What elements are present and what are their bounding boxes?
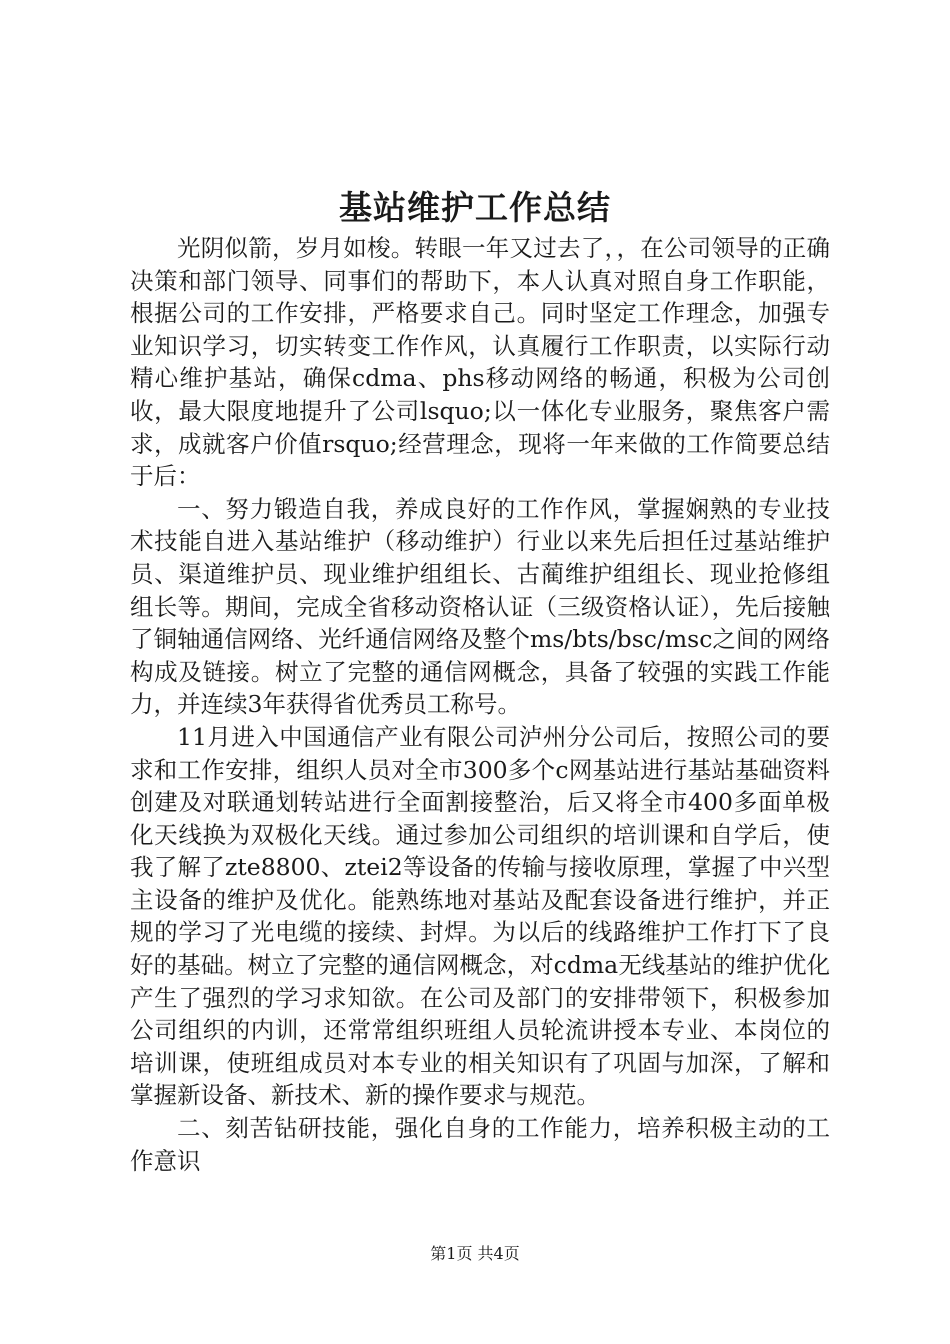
document-body (130, 232, 830, 1177)
paragraph-november: 11月进入中国通信产业有限公司泸州分公司后，按照公司的要求和工作安排，组织人员对全市300多个c网基站进行基站基础资料创建及对联通划转站进行全面割接整治，后又将全市400多面单极化天线换为双极化天线。通过参加公司组织的培训课和自学后，使我了解了zte8800、ztei2等设备的传输与接收原理，掌握了中兴型主设备的维护及优化。能熟练地对基站及配套设备进行维护，并正规的学习了光电缆的接续、封焊。为以后的线路维护工作打下了良好的基础。树立了完整的通信网概念，对cdma无线基站的维护优化产生了强烈的学习求知欲。在公司及部门的安排带领下，积极参加公司组织的内训，还常常组织班组人员轮流讲授本专业、本岗位的培训课，使班组成员对本专业的相关知识有了巩固与加深，了解和掌握新设备、新技术、新的操作要求与规范。 (130, 722, 830, 1110)
document-title: 基站维护工作总结 (339, 188, 611, 227)
paragraph-section-one: 一、努力锻造自我，养成良好的工作作风，掌握娴熟的专业技术技能自进入基站维护（移动维护）行业以来先后担任过基站维护员、渠道维护员、现业维护组组长、古蔺维护组组长、现业抢修组组长等。期间，完成全省移动资格认证（三级资格认证），先后接触了铜轴通信网络、光纤通信网络及整个ms/bts/bsc/msc之间的网络构成及链接。树立了完整的通信网概念，具备了较强的实践工作能力，并连续3年获得省优秀员工称号。 (130, 494, 830, 719)
page-number: 第1页 共4页 (430, 1244, 520, 1263)
paragraph-intro: 光阴似箭，岁月如梭。转眼一年又过去了，，在公司领导的正确决策和部门领导、同事们的帮助下，本人认真对照自身工作职能，根据公司的工作安排，严格要求自己。同时坚定工作理念，加强专业知识学习，切实转变工作作风，认真履行工作职责，以实际行动精心维护基站，确保cdma、phs移动网络的畅通，积极为公司创收，最大限度地提升了公司lsquo;以一体化专业服务，聚焦客户需求，成就客户价值rsquo;经营理念，现将一年来做的工作简要总结于后： (130, 234, 830, 491)
paragraph-section-two: 二、刻苦钻研技能，强化自身的工作能力，培养积极主动的工作意识 (130, 1114, 830, 1175)
